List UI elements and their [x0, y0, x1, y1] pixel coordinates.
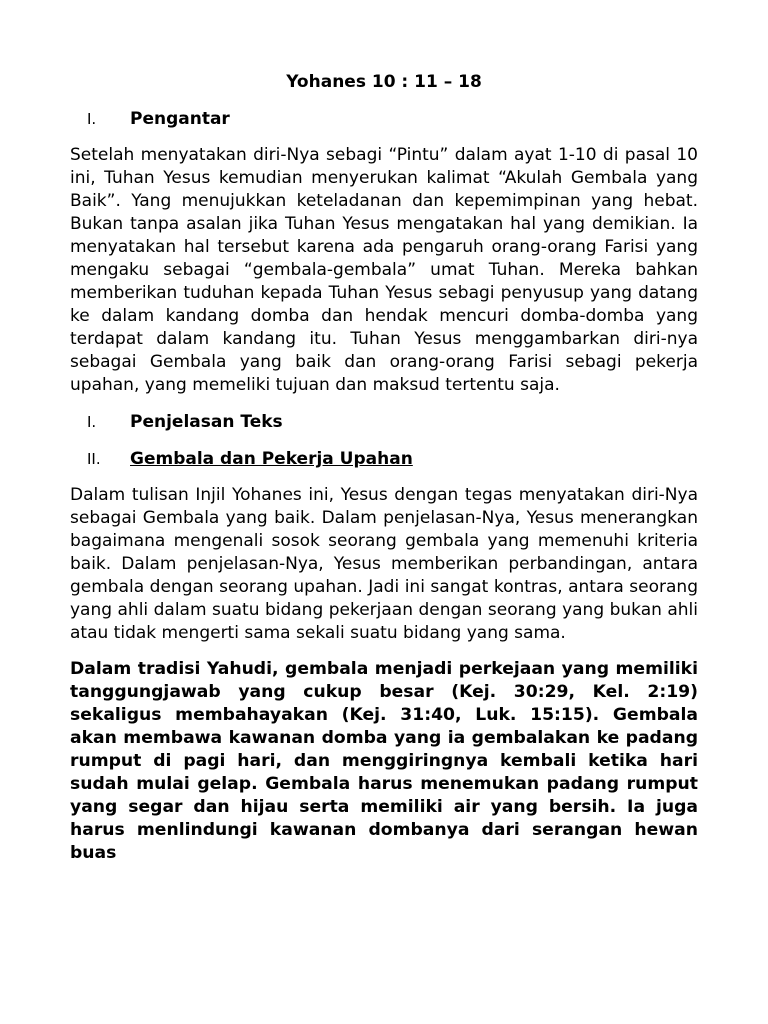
- section-heading-pengantar: [70, 107, 698, 131]
- section-number: I.: [87, 110, 97, 128]
- section-heading-gembala: [70, 447, 698, 471]
- document-page: [70, 70, 698, 878]
- section-label: Gembala dan Pekerja Upahan: [130, 449, 413, 469]
- paragraph-tradisi-yahudi: Dalam tradisi Yahudi, gembala menjadi perkejaan yang memiliki tanggungjawab yang cukup besar (Kej. 30:29, Kel. 2:19) sekaligus membahayakan (Kej. 31:40, Luk. 15:15). Gembala akan membawa kawanan domba yang ia gembalakan ke padang rumput di pagi hari, dan menggiringnya kembali ketika hari sudah mulai gelap. Gembala harus menemukan padang rumput yang segar dan hijau serta memiliki air yang bersih. Ia juga harus menlindungi kawanan dombanya dari serangan hewan buas: [70, 659, 698, 863]
- paragraph-pengantar: Setelah menyatakan diri-Nya sebagi “Pintu” dalam ayat 1-10 di pasal 10 ini, Tuhan Yesus kemudian menyerukan kalimat “Akulah Gembala yang Baik”. Yang menujukkan keteladanan dan kepemimpinan yang hebat. Bukan tanpa asalan jika Tuhan Yesus mengatakan hal yang demikian. Ia menyatakan hal tersebut karena ada pengaruh orang-orang Farisi yang mengaku sebagai “gembala-gembala” umat Tuhan. Mereka bahkan memberikan tuduhan kepada Tuhan Yesus sebagi penyusup yang datang ke dalam kandang domba dan hendak mencuri domba-domba yang terdapat dalam kandang itu. Tuhan Yesus menggambarkan diri-nya sebagai Gembala yang baik dan orang-orang Farisi sebagi pekerja upahan, yang memeliki tujuan dan maksud tertentu saja.: [70, 145, 698, 395]
- section-label: Penjelasan Teks: [130, 412, 283, 432]
- document-title: Yohanes 10 : 11 – 18: [286, 72, 482, 92]
- paragraph-gembala-intro: Dalam tulisan Injil Yohanes ini, Yesus dengan tegas menyatakan diri-Nya sebagai Gembala yang baik. Dalam penjelasan-Nya, Yesus menerangkan bagaimana mengenali sosok seorang gembala yang memenuhi kriteria baik. Dalam penjelasan-Nya, Yesus memberikan perbandingan, antara gembala dengan seorang upahan. Jadi ini sangat kontras, antara seorang yang ahli dalam suatu bidang pekerjaan dengan seorang yang bukan ahli atau tidak mengerti sama sekali suatu bidang yang sama.: [70, 485, 698, 643]
- section-label: Pengantar: [130, 109, 230, 129]
- section-number: I.: [87, 413, 97, 431]
- section-heading-penjelasan-teks: [70, 410, 698, 434]
- section-number: II.: [87, 450, 101, 468]
